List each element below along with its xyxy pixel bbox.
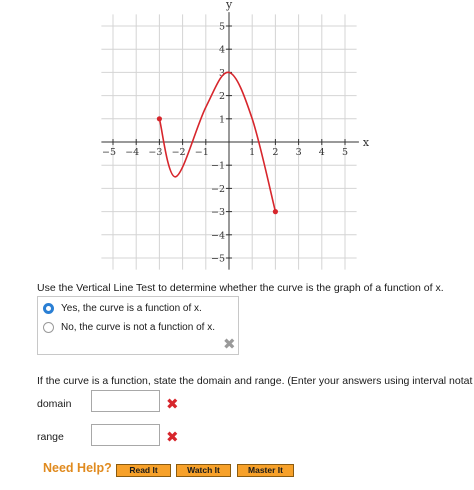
y-tick-label: 3 bbox=[218, 67, 225, 79]
x-tick-label: 4 bbox=[318, 147, 325, 158]
curve-endpoint bbox=[157, 116, 162, 121]
radio-yes[interactable] bbox=[43, 303, 54, 314]
choice-no[interactable] bbox=[43, 322, 215, 333]
graph-tick-labels bbox=[102, 22, 348, 265]
x-tick-label: −1 bbox=[194, 147, 209, 158]
choice-yes-label: Yes, the curve is a function of x. bbox=[61, 303, 202, 314]
curve-endpoint bbox=[273, 209, 278, 214]
x-tick-label: 5 bbox=[341, 147, 349, 158]
answer-choices bbox=[37, 296, 239, 355]
y-tick-label: −3 bbox=[210, 207, 225, 219]
close-icon[interactable]: ✖ bbox=[223, 336, 236, 353]
read-it-button[interactable]: Read It bbox=[116, 464, 171, 477]
graph-axes bbox=[101, 12, 359, 270]
question-vertical-line-test: Use the Vertical Line Test to determine whether the curve is the graph of a function of x. bbox=[37, 282, 444, 294]
domain-input[interactable] bbox=[91, 390, 160, 412]
range-input[interactable] bbox=[91, 424, 160, 446]
y-axis-label: y bbox=[226, 0, 233, 11]
choice-yes[interactable] bbox=[43, 303, 202, 314]
incorrect-icon: ✖ bbox=[166, 396, 179, 413]
x-tick-label: −5 bbox=[101, 147, 117, 158]
x-tick-label: −3 bbox=[148, 147, 163, 158]
y-tick-label: −5 bbox=[210, 253, 225, 265]
y-tick-label: −2 bbox=[210, 183, 225, 195]
function-graph bbox=[100, 0, 370, 268]
range-label: range bbox=[37, 431, 64, 443]
radio-no[interactable] bbox=[43, 322, 54, 333]
x-tick-label: −4 bbox=[125, 147, 140, 158]
y-tick-label: −4 bbox=[210, 230, 225, 242]
y-tick-label: −1 bbox=[210, 160, 225, 172]
y-tick-label: 2 bbox=[218, 91, 225, 103]
need-help-label: Need Help? bbox=[43, 461, 112, 475]
y-tick-label: 4 bbox=[218, 44, 225, 56]
x-axis-label: x bbox=[362, 136, 370, 149]
y-tick-label: 1 bbox=[218, 114, 225, 126]
domain-label: domain bbox=[37, 398, 72, 410]
watch-it-button[interactable]: Watch It bbox=[176, 464, 231, 477]
incorrect-icon: ✖ bbox=[166, 429, 179, 446]
y-tick-label: 5 bbox=[218, 21, 225, 33]
x-tick-label: 2 bbox=[272, 147, 279, 158]
x-tick-label: 3 bbox=[295, 147, 302, 158]
choice-no-label: No, the curve is not a function of x. bbox=[61, 322, 215, 333]
x-tick-label: −2 bbox=[171, 147, 186, 158]
master-it-button[interactable]: Master It bbox=[237, 464, 294, 477]
question-domain-range: If the curve is a function, state the domain and range. (Enter your answers using interval notat bbox=[37, 375, 473, 387]
x-tick-label: 1 bbox=[249, 147, 256, 158]
